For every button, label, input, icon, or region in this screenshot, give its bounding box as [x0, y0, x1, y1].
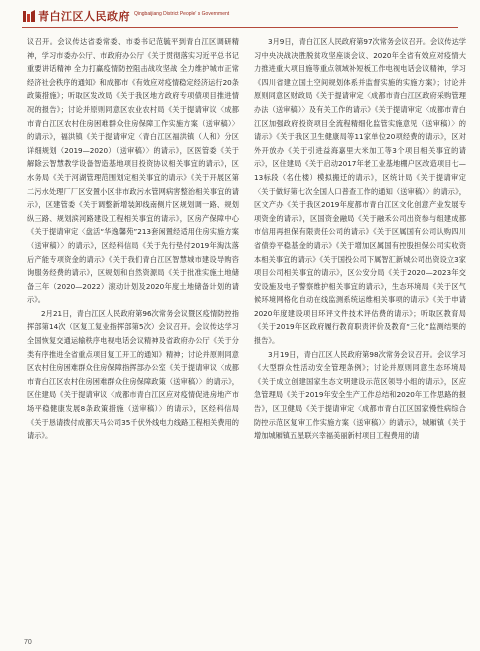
- paragraph: 2月21日，青白江区人民政府第96次常务会议暨区疫情防控指挥部第14次（区复工复业指挥部第5次）会议召开。会议传达学习全国恢复交通运输秩序电视电话会议精神及省政府办公厅《关于分类有序推进全省重点项目复工开工的通知》精神；讨论并原则同意区农村住房困难群众住房保障指挥部办公室《关于提请审议〈成都市青白江区农村住房困难群众住房保障政策（送审稿）〉的请示》，区住建局《关于提请审议〈成都市青白江区应对疫情促进房地产市场平稳健康发展8条政策措施（送审稿）〉的请示》，区经科信局《关于恳请拨付成都天马公司35千伏外线电力线路工程相关费用的请示》。: [27, 308, 239, 441]
- header-divider: [22, 27, 458, 28]
- page-number: 70: [24, 639, 32, 646]
- header-title: 青白江区人民政府: [38, 10, 130, 23]
- left-column: [27, 35, 239, 443]
- paragraph: 3月19日，青白江区人民政府第98次常务会议召开。会议学习《大型群众性活动安全管理条例》；讨论并原则同意生态环境局《关于成立创建国家生态文明建设示范区领导小组的请示》，区应急管理局《关于2019年安全生产工作总结和2020年工作思路的报告》，区卫健局《关于提请审定〈成都市青白江区国家慢性病综合防控示范区复审工作实施方案（送审稿）〉的请示》，城厢镇《关于增加城厢镇五星联兴幸福美丽新村项目工程费用的请: [254, 349, 466, 441]
- district-logo-icon: [22, 9, 36, 23]
- page-header: [0, 0, 480, 32]
- right-column: [254, 35, 466, 443]
- paragraph: 3月9日，青白江区人民政府第97次常务会议召开。会议传达学习中央决战决胜脱贫攻坚座谈会议、2020年全省有效应对疫情大力推进重大项目施等重点领域补短板工作电视电话会议精神，学习《四川省建立国土空间规划体系并监督实施的实施方案》；讨论并原则同意区财政局《关于提请审定〈成都市青白江区政府采购管理办法（送审稿）〉及有关工作的请示》《关于提请审定〈成都市青白江区加强政府投资项目全流程精细化监管实施意见（送审稿）〉的请示》《关于我区卫生健康局等11家单位20项经费的请示》，区对外开放办《关于引进益海嘉里大米加工等3个项目相关事宜的请示》，区住建局《关于启动2017年老工业基地棚户区改造项目七—13标段（名仕楼）模拟搬迁的请示》，区统计局《关于提请审定〈关于做好第七次全国人口普查工作的通知（送审稿）〉的请示》，区文产办《关于我区2019年度都市青白江区文化创意产业发展专项资金的请示》，区国资金融局《关于融禾公司出资参与组建成都市信用再担保有限责任公司的请示》《关于区属国有公司认购四川省债券平稳基金的请示》《关于增加区属国有控股担保公司实收资本相关事宜的请示》《关于国投公司下属智汇新城公司出资设立3家项目公司相关事宜的请示》，区公安分局《关于2020—2023年交安设施及电子警察维护相关事宜的请示》，生态环境局《关于区气候环境网格化自动在线监测系统运维相关事项的请示》《关于申请2020年度建设项目环评文件技术评估费的请示》；听取区教育局《关于2019年区政府履行教育职责评价及教育“三化”监测结果的报告》。: [254, 37, 466, 346]
- paragraph: 议召开。会议传达省委常委、市委书记范毓平到青白江区调研精神，学习市委办公厅、市政府办公厅《关于贯彻落实习近平总书记重要讲话精神 全力打赢疫情防控阻击战攻坚战 全力维护城市正常经济社会秩序的通知》和成都市《有效应对疫情稳定经济运行20条政策措施》；听取区发改局《关于我区地方政府专项债项目推进情况的报告》；讨论并原则同意区农业农村局《关于提请审议〈成都市青白江区农村住房困难群众住房保障工作实施方案（送审稿）〉的请示》，福洪镇《关于提请审定〈青白江区福洪镇（人和）分区详细规划（2019—2020）（送审稿）〉的请示》，区医管委《关于解除云智慧教学设备智造基地项目投资协议相关事宜的请示》，区水务局《关于河湖管理范围划定相关事宜的请示》《关于开展区第二污水处理厂厂区安置小区非市政污水管网病害整治相关事宜的请示》，区建管委《关于调整新增装卸线南侧片区规划调一路、规划纵三路、规划滨河路建设工程相关事宜的请示》，区房产保障中心《关于提请审定〈盘活“华逸馨苑”213套闲置经适用住房实施方案（送审稿）〉的请示》，区经科信局《关于先行垫付2019年淘汰落后产能专项资金的请示》《关于我们青白江区智慧城市建设导购咨询服务经费的请示》，区规划和自然资源局《关于批准实施土地储备三年（2020—2022）滚动计划及2020年度土地储备计划的请示》。: [27, 37, 239, 305]
- header-subtitle: Qingbaijiang District People' s Government: [134, 11, 230, 17]
